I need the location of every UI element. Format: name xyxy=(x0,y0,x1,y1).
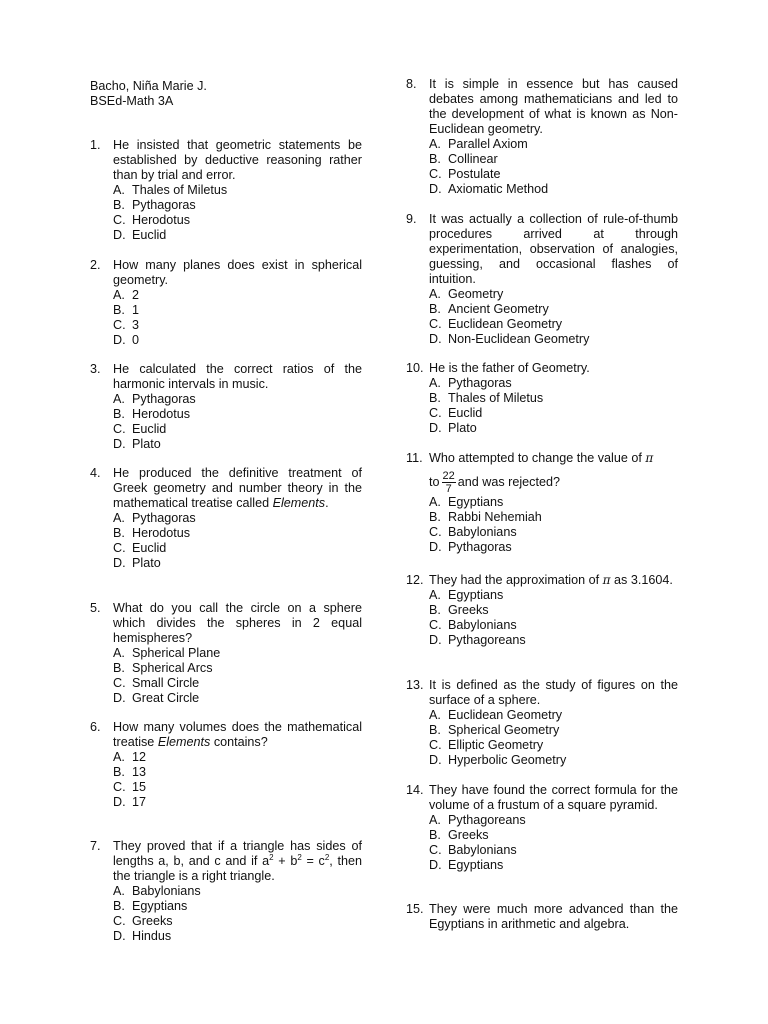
question-text-body: They were much more advanced than the Egyptians in arithmetic and algebra. xyxy=(429,902,678,931)
option-text: Pythagoras xyxy=(448,376,512,390)
answer-option[interactable] xyxy=(429,167,678,182)
answer-option[interactable] xyxy=(429,858,678,873)
option-letter: A. xyxy=(113,511,125,525)
option-text: 17 xyxy=(132,795,147,809)
pi-symbol: π xyxy=(645,451,654,465)
question-item xyxy=(406,212,678,347)
question-text xyxy=(429,361,678,376)
option-text: Ancient Geometry xyxy=(448,302,549,316)
option-letter: A. xyxy=(113,884,125,898)
option-text: Greeks xyxy=(132,914,173,928)
question-row xyxy=(406,678,678,708)
option-letter: B. xyxy=(429,603,441,617)
answer-option[interactable] xyxy=(113,780,362,795)
option-letter: A. xyxy=(113,183,125,197)
question-row xyxy=(90,839,362,884)
answer-option[interactable] xyxy=(429,317,678,332)
answer-option[interactable] xyxy=(429,708,678,723)
option-letter: A. xyxy=(113,288,125,302)
option-text: Greeks xyxy=(448,828,489,842)
option-letter: B. xyxy=(113,899,125,913)
question-text-emphasis: Elements xyxy=(157,735,211,749)
answer-option[interactable] xyxy=(429,618,678,633)
option-letter: B. xyxy=(113,765,125,779)
option-letter: B. xyxy=(429,302,441,316)
question-row xyxy=(406,77,678,137)
question-text-post: . xyxy=(325,496,329,510)
option-text: Pythagoras xyxy=(132,392,196,406)
question-text-body: It is defined as the study of figures on the surface of a sphere. xyxy=(429,678,678,707)
question-number: 5. xyxy=(90,601,101,615)
answer-options xyxy=(429,287,678,347)
answer-option[interactable] xyxy=(429,391,678,406)
option-text: Plato xyxy=(132,556,161,570)
option-letter: D. xyxy=(113,929,126,943)
question-text-pre: They proved that if a triangle has sides of lengths a, b, and c and if a xyxy=(113,839,362,868)
question-row xyxy=(406,783,678,813)
option-letter: B. xyxy=(113,198,125,212)
question-text-body: He insisted that geometric statements be established by deductive reasoning rather than by trial and error. xyxy=(113,138,362,182)
question-number: 13. xyxy=(406,678,424,692)
question-item xyxy=(406,783,678,873)
answer-options xyxy=(113,750,362,810)
answer-option[interactable] xyxy=(113,407,362,422)
option-letter: D. xyxy=(429,182,442,196)
question-text xyxy=(113,601,362,646)
answer-option[interactable] xyxy=(113,765,362,780)
answer-option[interactable] xyxy=(113,183,362,198)
option-letter: C. xyxy=(429,618,442,632)
student-header xyxy=(90,79,362,109)
option-text: 2 xyxy=(132,288,140,302)
option-text: Herodotus xyxy=(132,407,191,421)
question-row xyxy=(90,258,362,288)
option-letter: A. xyxy=(113,646,125,660)
option-letter: D. xyxy=(429,633,442,647)
option-text: Babylonians xyxy=(448,843,517,857)
option-letter: D. xyxy=(429,421,442,435)
question-text-emphasis: Elements xyxy=(272,496,326,510)
question-row xyxy=(406,361,678,376)
answer-option[interactable] xyxy=(429,510,678,525)
option-text: Egyptians xyxy=(448,588,504,602)
answer-options xyxy=(113,884,362,944)
answer-option[interactable] xyxy=(113,198,362,213)
answer-options xyxy=(113,183,362,243)
question-number: 12. xyxy=(406,573,424,587)
option-text: Pythagoreans xyxy=(448,633,526,647)
answer-option[interactable] xyxy=(429,406,678,421)
option-text: Egyptians xyxy=(448,858,504,872)
option-letter: D. xyxy=(113,333,126,347)
answer-options xyxy=(429,813,678,873)
question-text xyxy=(113,362,362,392)
option-text: 3 xyxy=(132,318,140,332)
option-letter: C. xyxy=(113,318,126,332)
question-row xyxy=(406,573,678,588)
answer-option[interactable] xyxy=(113,511,362,526)
question-text xyxy=(113,138,362,183)
option-text: 0 xyxy=(132,333,140,347)
answer-option[interactable] xyxy=(113,526,362,541)
question-text-pre: Who attempted to change the value of xyxy=(429,451,642,465)
option-text: Hindus xyxy=(132,929,172,943)
question-text xyxy=(113,466,362,511)
option-text: 12 xyxy=(132,750,147,764)
question-number: 3. xyxy=(90,362,101,376)
answer-option[interactable] xyxy=(113,333,362,348)
option-letter: D. xyxy=(113,437,126,451)
question-text xyxy=(429,678,678,708)
student-name: Bacho, Niña Marie J. xyxy=(90,79,207,93)
question-item xyxy=(90,258,362,348)
answer-options xyxy=(429,495,678,555)
question-row xyxy=(90,138,362,183)
question-number: 10. xyxy=(406,361,424,375)
option-letter: D. xyxy=(429,858,442,872)
question-number: 1. xyxy=(90,138,101,152)
question-text-body: He is the father of Geometry. xyxy=(429,361,590,375)
question-item xyxy=(406,451,678,555)
question-text-mid: + b xyxy=(273,854,298,868)
question-number: 9. xyxy=(406,212,417,226)
question-row xyxy=(90,601,362,646)
option-text: Pythagoreans xyxy=(448,813,526,827)
answer-option[interactable] xyxy=(113,318,362,333)
option-text: 1 xyxy=(132,303,140,317)
option-text: Small Circle xyxy=(132,676,200,690)
option-letter: C. xyxy=(113,780,126,794)
question-text-post: contains? xyxy=(213,735,268,749)
option-text: Herodotus xyxy=(132,526,191,540)
question-text-pre: They had the approximation of xyxy=(429,573,600,587)
option-text: Geometry xyxy=(448,287,504,301)
option-text: Euclid xyxy=(448,406,483,420)
option-letter: C. xyxy=(429,167,442,181)
option-letter: A. xyxy=(429,495,441,509)
question-item xyxy=(406,678,678,768)
question-text-body: How many planes does exist in spherical geometry. xyxy=(113,258,362,287)
answer-options xyxy=(429,376,678,436)
answer-option[interactable] xyxy=(429,753,678,768)
option-letter: C. xyxy=(113,541,126,555)
question-text-body: It is simple in essence but has caused debates among mathematicians and led to the development of what is known as Non-Euclidean geometry. xyxy=(429,77,678,136)
answer-option[interactable] xyxy=(429,813,678,828)
answer-option[interactable] xyxy=(113,884,362,899)
option-letter: C. xyxy=(429,406,442,420)
question-item xyxy=(406,361,678,436)
answer-option[interactable] xyxy=(429,421,678,436)
answer-option[interactable] xyxy=(429,495,678,510)
question-text xyxy=(113,720,362,750)
question-item xyxy=(90,138,362,243)
answer-option[interactable] xyxy=(113,437,362,452)
option-letter: A. xyxy=(429,708,441,722)
answer-option[interactable] xyxy=(429,152,678,167)
option-text: Euclid xyxy=(132,541,167,555)
answer-options xyxy=(113,511,362,571)
question-item xyxy=(90,839,362,944)
answer-option[interactable] xyxy=(113,750,362,765)
question-number: 4. xyxy=(90,466,101,480)
answer-options xyxy=(429,588,678,648)
question-text xyxy=(429,212,678,287)
option-letter: B. xyxy=(113,526,125,540)
question-text-body: He calculated the correct ratios of the harmonic intervals in music. xyxy=(113,362,362,391)
answer-option[interactable] xyxy=(429,828,678,843)
superscript: 2 xyxy=(324,853,330,862)
option-text: Babylonians xyxy=(448,525,517,539)
option-text: Spherical Plane xyxy=(132,646,221,660)
option-letter: A. xyxy=(429,588,441,602)
question-text-mid: = c xyxy=(301,854,325,868)
question-item xyxy=(90,720,362,810)
answer-option[interactable] xyxy=(113,646,362,661)
question-item xyxy=(406,573,678,648)
option-text: 15 xyxy=(132,780,147,794)
option-letter: A. xyxy=(429,813,441,827)
answer-option[interactable] xyxy=(113,795,362,810)
option-letter: C. xyxy=(429,843,442,857)
question-text xyxy=(113,258,362,288)
question-number: 15. xyxy=(406,902,424,916)
option-text: Herodotus xyxy=(132,213,191,227)
fraction-numerator: 22 xyxy=(442,470,455,482)
option-letter: D. xyxy=(113,228,126,242)
option-letter: D. xyxy=(113,691,126,705)
option-letter: C. xyxy=(429,525,442,539)
option-text: Postulate xyxy=(448,167,501,181)
option-letter: C. xyxy=(429,738,442,752)
question-number: 7. xyxy=(90,839,101,853)
question-row xyxy=(406,451,678,495)
answer-option[interactable] xyxy=(113,556,362,571)
superscript: 2 xyxy=(297,853,302,862)
answer-option[interactable] xyxy=(113,422,362,437)
option-text: Thales of Miletus xyxy=(448,391,544,405)
option-letter: D. xyxy=(429,753,442,767)
question-item xyxy=(90,601,362,706)
answer-option[interactable] xyxy=(113,303,362,318)
option-text: Non-Euclidean Geometry xyxy=(448,332,590,346)
pi-symbol: π xyxy=(602,573,611,587)
answer-option[interactable] xyxy=(429,182,678,197)
answer-option[interactable] xyxy=(429,723,678,738)
option-text: Euclidean Geometry xyxy=(448,708,563,722)
option-letter: C. xyxy=(429,317,442,331)
option-text: Greeks xyxy=(448,603,489,617)
answer-option[interactable] xyxy=(113,661,362,676)
answer-option[interactable] xyxy=(113,213,362,228)
option-letter: A. xyxy=(429,137,441,151)
answer-options xyxy=(113,288,362,348)
question-item xyxy=(406,77,678,197)
option-letter: B. xyxy=(113,303,125,317)
question-text-to: to xyxy=(429,474,440,489)
option-text: Axiomatic Method xyxy=(448,182,549,196)
answer-option[interactable] xyxy=(429,540,678,555)
option-text: Parallel Axiom xyxy=(448,137,528,151)
question-text xyxy=(429,783,678,813)
option-letter: A. xyxy=(429,287,441,301)
fraction-denominator: 7 xyxy=(445,483,452,495)
question-row xyxy=(406,902,678,932)
answer-option[interactable] xyxy=(113,899,362,914)
option-letter: C. xyxy=(113,213,126,227)
option-letter: B. xyxy=(429,510,441,524)
answer-option[interactable] xyxy=(113,228,362,243)
option-letter: B. xyxy=(429,391,441,405)
option-text: Spherical Geometry xyxy=(448,723,560,737)
answer-options xyxy=(429,708,678,768)
option-letter: C. xyxy=(113,422,126,436)
question-text-body: What do you call the circle on a sphere which divides the spheres in 2 equal hemispheres? xyxy=(113,601,362,645)
option-letter: B. xyxy=(113,407,125,421)
answer-option[interactable] xyxy=(429,843,678,858)
option-text: Babylonians xyxy=(132,884,201,898)
question-text xyxy=(429,902,678,932)
question-item xyxy=(406,902,678,932)
option-text: Euclidean Geometry xyxy=(448,317,563,331)
question-number: 14. xyxy=(406,783,424,797)
question-item xyxy=(90,466,362,571)
question-text xyxy=(429,77,678,137)
question-text-line2 xyxy=(429,470,560,495)
answer-option[interactable] xyxy=(113,392,362,407)
option-text: Plato xyxy=(132,437,161,451)
answer-options xyxy=(113,646,362,706)
question-text-post: as 3.1604. xyxy=(614,573,673,587)
student-section: BSEd-Math 3A xyxy=(90,94,174,108)
option-letter: D. xyxy=(429,332,442,346)
question-row xyxy=(90,720,362,750)
option-letter: C. xyxy=(113,914,126,928)
question-text xyxy=(429,451,678,495)
option-letter: A. xyxy=(113,750,125,764)
option-text: Elliptic Geometry xyxy=(448,738,544,752)
option-text: Pythagoras xyxy=(448,540,512,554)
answer-option[interactable] xyxy=(113,541,362,556)
question-text xyxy=(113,839,362,884)
option-text: Euclid xyxy=(132,422,167,436)
option-text: Plato xyxy=(448,421,477,435)
answer-option[interactable] xyxy=(113,914,362,929)
option-letter: B. xyxy=(429,723,441,737)
option-text: Pythagoras xyxy=(132,198,196,212)
option-text: Rabbi Nehemiah xyxy=(448,510,542,524)
answer-options xyxy=(429,137,678,197)
option-letter: B. xyxy=(429,152,441,166)
answer-option[interactable] xyxy=(429,137,678,152)
answer-option[interactable] xyxy=(429,376,678,391)
option-text: Great Circle xyxy=(132,691,200,705)
question-row xyxy=(90,466,362,511)
option-text: Egyptians xyxy=(448,495,504,509)
question-text-body: They have found the correct formula for the volume of a frustum of a square pyramid. xyxy=(429,783,678,812)
question-number: 6. xyxy=(90,720,101,734)
question-text-post: , then the triangle is a right triangle. xyxy=(113,854,363,883)
superscript: 2 xyxy=(269,853,274,862)
answer-option[interactable] xyxy=(429,302,678,317)
answer-option[interactable] xyxy=(429,603,678,618)
option-text: Pythagoras xyxy=(132,511,196,525)
option-letter: B. xyxy=(429,828,441,842)
question-text-body: It was actually a collection of rule-of-thumb procedures arrived at through experimentation, observation of analogies, guessing, and occasional flashes of intuition. xyxy=(429,212,678,286)
option-text: 13 xyxy=(132,765,147,779)
question-text-pre: How many volumes does the mathematical treatise xyxy=(113,720,362,749)
option-letter: A. xyxy=(113,392,125,406)
answer-option[interactable] xyxy=(429,525,678,540)
option-text: Euclid xyxy=(132,228,167,242)
option-letter: C. xyxy=(113,676,126,690)
question-text xyxy=(429,573,678,588)
question-text-post: and was rejected? xyxy=(457,474,560,489)
question-item xyxy=(90,362,362,452)
answer-option[interactable] xyxy=(113,691,362,706)
option-letter: A. xyxy=(429,376,441,390)
option-text: Spherical Arcs xyxy=(132,661,213,675)
question-row xyxy=(406,212,678,287)
question-number: 8. xyxy=(406,77,417,91)
answer-option[interactable] xyxy=(429,287,678,302)
option-letter: D. xyxy=(113,556,126,570)
answer-option[interactable] xyxy=(429,588,678,603)
answer-options xyxy=(113,392,362,452)
answer-option[interactable] xyxy=(113,929,362,944)
fraction xyxy=(442,470,456,495)
option-text: Thales of Miletus xyxy=(132,183,228,197)
question-text-pre: He produced the definitive treatment of Greek geometry and number theory in the mathematical treatise called xyxy=(113,466,362,510)
option-text: Collinear xyxy=(448,152,498,166)
answer-option[interactable] xyxy=(113,288,362,303)
answer-option[interactable] xyxy=(429,633,678,648)
option-text: Hyperbolic Geometry xyxy=(448,753,567,767)
option-letter: D. xyxy=(429,540,442,554)
answer-option[interactable] xyxy=(429,738,678,753)
answer-option[interactable] xyxy=(113,676,362,691)
question-number: 2. xyxy=(90,258,101,272)
question-number: 11. xyxy=(406,451,423,465)
answer-option[interactable] xyxy=(429,332,678,347)
option-text: Egyptians xyxy=(132,899,188,913)
option-letter: D. xyxy=(113,795,126,809)
question-row xyxy=(90,362,362,392)
option-text: Babylonians xyxy=(448,618,517,632)
option-letter: B. xyxy=(113,661,125,675)
